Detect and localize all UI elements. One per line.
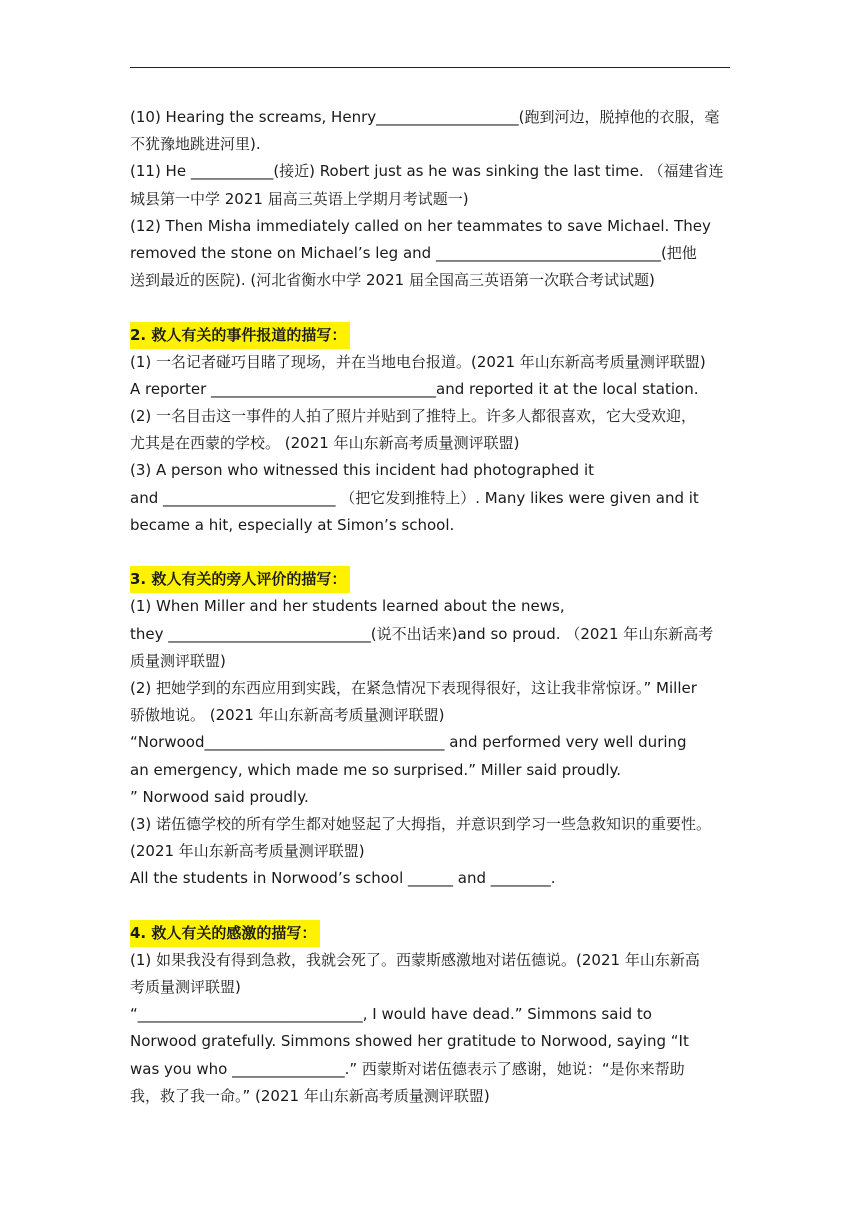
text-line: 我，救了我一命。” (2021 年山东新高考质量测评联盟) [130,1086,490,1105]
header-rule [130,67,730,68]
text-line: removed the stone on Michael’s leg and ______________________________(把他 [130,243,697,262]
section-heading: 4. 救人有关的感激的描写： [130,920,320,947]
text-line: (2) 把她学到的东西应用到实践，在紧急情况下表现得很好，这让我非常惊讶。” Miller [130,678,697,697]
text-line: 送到最近的医院). (河北省衡水中学 2021 届全国高三英语第一次联合考试试题) [130,271,655,290]
section-heading-row [130,322,730,349]
text-line: they ___________________________(说不出话来)and so proud. （2021 年山东新高考 [130,624,714,643]
text-line: 骄傲地说。 (2021 年山东新高考质量测评联盟) [130,706,445,725]
text-line: (1) 一名记者碰巧目睹了现场，并在当地电台报道。(2021 年山东新高考质量测评联盟) [130,352,706,371]
paragraph-gap [130,539,730,566]
text-line: became a hit, especially at Simon’s school. [130,515,455,534]
text-line: (12) Then Misha immediately called on her teammates to save Michael. They [130,216,711,235]
text-line: (2) 一名目击这一事件的人拍了照片并贴到了推特上。许多人都很喜欢，它大受欢迎， [130,407,697,426]
text-line: 考质量测评联盟) [130,978,241,996]
section-heading-row [130,920,730,947]
text-line: an emergency, which made me so surprised.” Miller said proudly. [130,760,622,779]
text-line: 城县第一中学 2021 届高三英语上学期月考试题一) [130,189,469,208]
text-line: (1) 如果我没有得到急救，我就会死了。西蒙斯感激地对诺伍德说。(2021 年山东新高 [130,950,700,969]
text-line: (1) When Miller and her students learned about the news, [130,597,565,616]
text-line: Norwood gratefully. Simmons showed her gratitude to Norwood, saying “It [130,1032,689,1051]
text-line: (3) 诺伍德学校的所有学生都对她竖起了大拇指，并意识到学习一些急救知识的重要性。 [130,814,712,833]
text-line: was you who _______________.” 西蒙斯对诺伍德表示了感谢，她说：“是你来帮助 [130,1059,685,1078]
text-line: All the students in Norwood’s school ______ and ________. [130,869,556,888]
text-line: A reporter ______________________________and reported it at the local station. [130,379,699,398]
text-line: “Norwood________________________________ and performed very well during [130,733,687,752]
text-line: (10) Hearing the screams, Henry___________________(跑到河边，脱掉他的衣服，毫 [130,108,720,126]
document-body [130,104,730,1110]
text-line: 质量测评联盟) [130,651,226,670]
section-heading-row [130,566,730,593]
text-line: 尤其是在西蒙的学校。 (2021 年山东新高考质量测评联盟) [130,434,520,453]
section-heading: 2. 救人有关的事件报道的描写： [130,322,350,349]
paragraph-gap [130,294,730,321]
text-line: (2021 年山东新高考质量测评联盟) [130,842,365,861]
text-line: and _______________________ （把它发到推特上）. Many likes were given and it [130,488,699,507]
text-line: ” Norwood said proudly. [130,787,309,806]
text-line: “______________________________, I would have dead.” Simmons said to [130,1005,652,1024]
text-line: (3) A person who witnessed this incident had photographed it [130,461,595,480]
text-line: 不犹豫地跳进河里). [130,135,261,154]
section-heading: 3. 救人有关的旁人评价的描写： [130,566,350,593]
text-line: (11) He ___________(接近) Robert just as he was sinking the last time. （福建省连 [130,162,724,181]
paragraph-gap [130,892,730,919]
